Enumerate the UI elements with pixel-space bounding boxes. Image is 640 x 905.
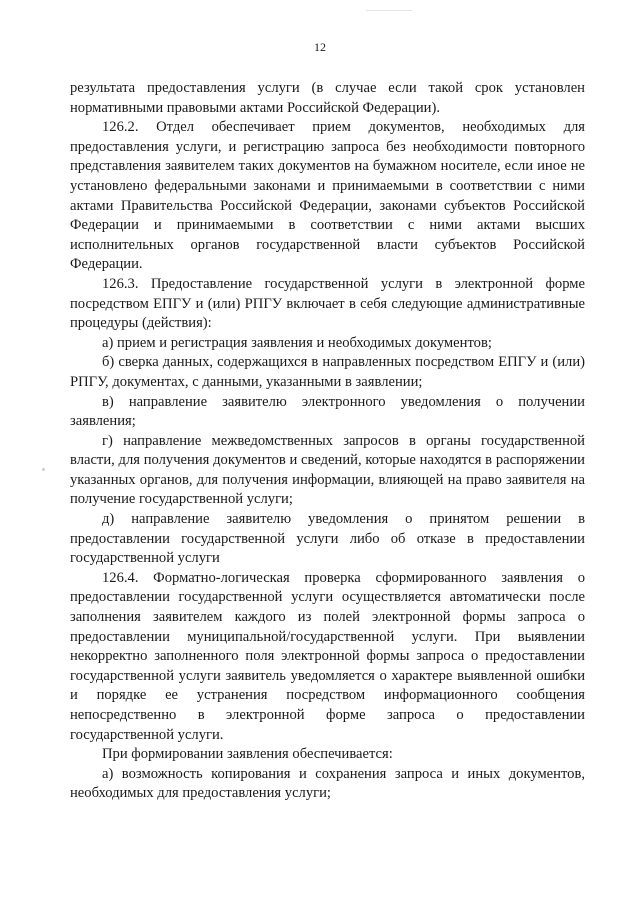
list-item-d: д) направление заявителю уведомления о принятом решении в предоставлении государственной услуги либо об отказе в предоставлении государственной услуги xyxy=(70,511,585,567)
list-item-v: в) направление заявителю электронного уведомления о получении заявления; xyxy=(70,393,585,430)
list-item-b: б) сверка данных, содержащихся в направленных посредством ЕПГУ и (или) РПГУ, документах, с данными, указанными в заявлении; xyxy=(70,354,585,390)
paragraph-continuation: результата предоставления услуги (в случае если такой срок установлен нормативными правовыми актами Российской Федерации). xyxy=(70,80,585,116)
list-item-g: г) направление межведомственных запросов в органы государственной власти, для получения документов и сведений, которые находятся в распоряжении указанных органов, для получения информации, влияющей на право заявителя на получение государственной услуги; xyxy=(70,432,585,508)
scan-dot xyxy=(42,468,45,471)
scan-dash xyxy=(366,10,412,11)
paragraph-form-intro: При формировании заявления обеспечивается: xyxy=(102,746,393,763)
paragraph-126-3: 126.3. Предоставление государственной услуги в электронной форме посредством ЕПГУ и (или) РПГУ включает в себя следующие административные процедуры (действия): xyxy=(70,275,585,332)
document-body xyxy=(70,79,585,804)
list-item-a-copy: а) возможность копирования и сохранения запроса и иных документов, необходимых для предоставления услуги; xyxy=(70,765,585,802)
list-item-a: а) прием и регистрация заявления и необходимых документов; xyxy=(102,334,492,351)
paragraph-126-2: 126.2. Отдел обеспечивает прием документов, необходимых для предоставления услуги, и регистрацию запроса без необходимости повторного представления заявителем таких документов на бумажном носителе, если иное не установлено федеральными законами и принимаемыми в соответствии с ними актами Правительства Российской Федерации, законами субъектов Российской Федерации и принимаемыми в соответствии с ними актами высших исполнительных органов государственной власти субъектов Российской Федерации. xyxy=(70,119,585,273)
page-number: 12 xyxy=(314,40,326,54)
paragraph-126-4: 126.4. Форматно-логическая проверка сформированного заявления о предоставлении государственной услуги осуществляется автоматически после заполнения заявителем каждого из полей электронной формы запроса о предоставлении муниципальной/государственной услуги. При выявлении некорректно заполненного поля электронной формы запроса о предоставлении государственной услуги заявитель уведомляется о характере выявленной ошибки и порядке ее устранения посредством информационного сообщения непосредственно в электронной форме запроса о предоставлении государственной услуги. xyxy=(70,569,585,743)
